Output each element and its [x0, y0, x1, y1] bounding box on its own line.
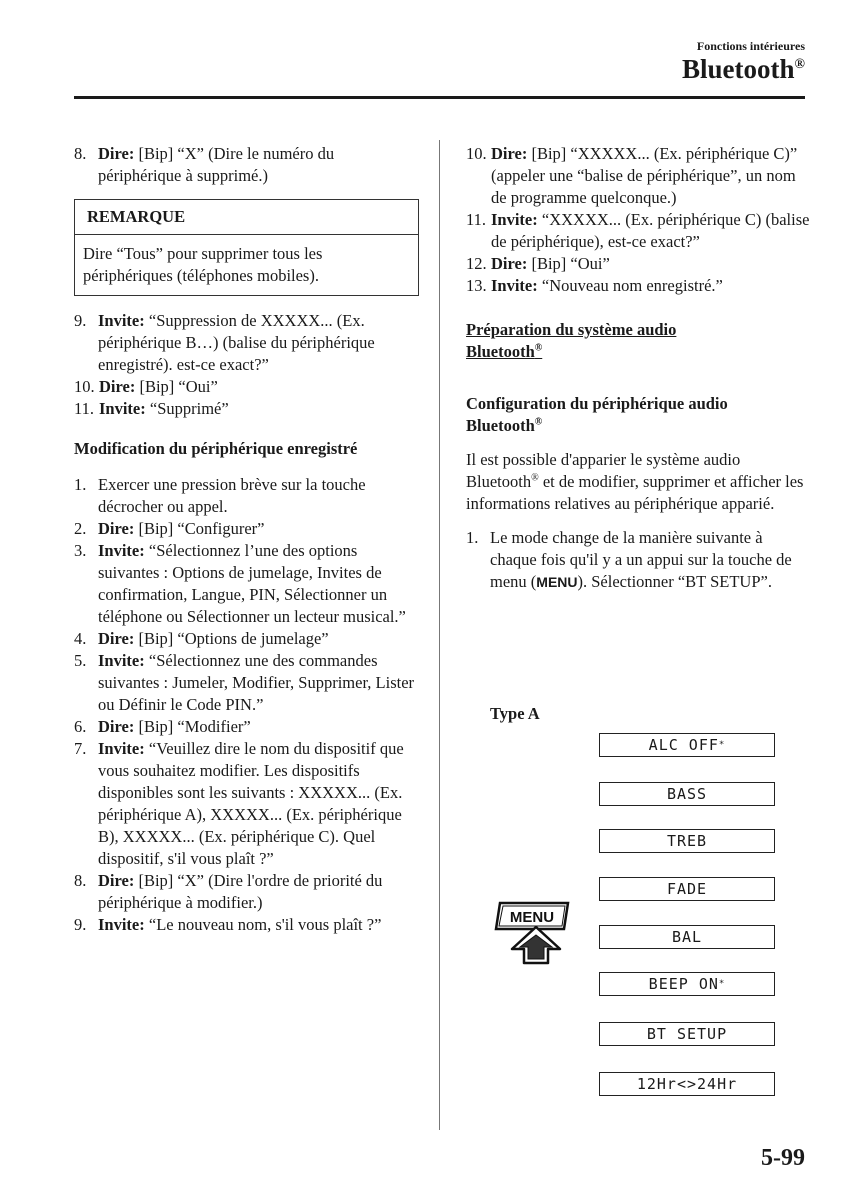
lcd-display: [599, 1022, 775, 1046]
item-content: “XXXXX... (Ex. périphérique C) (balise de périphérique), est-ce exact?”: [491, 210, 810, 251]
item-content: “Nouveau nom enregistré.”: [537, 276, 723, 295]
item-number: 11.: [74, 399, 95, 418]
item-text: [491, 275, 811, 297]
item-number: 11.: [466, 210, 487, 229]
item-text: [99, 376, 419, 398]
lcd-display: [599, 1072, 775, 1096]
item-text: [98, 870, 419, 914]
item-keyword: Dire:: [98, 717, 135, 736]
item-number: 13.: [466, 276, 487, 295]
item-text: [491, 253, 811, 275]
list-item: [74, 143, 419, 187]
item-keyword: Dire:: [99, 377, 136, 396]
item-number: 9.: [74, 311, 87, 330]
item-content: “Suppression de XXXXX... (Ex. périphérique B…) (balise du périphérique enregistré). est-ce exact?”: [98, 311, 375, 374]
list-item: [74, 628, 419, 650]
menu-button-label: MENU: [509, 909, 555, 926]
lcd-text: FADE: [666, 880, 708, 898]
note-text: Dire “Tous” pour supprimer tous les périphériques (téléphones mobiles).: [83, 244, 323, 285]
item-number: 4.: [74, 629, 87, 648]
item-keyword: Dire:: [98, 519, 135, 538]
item-text: [491, 143, 811, 209]
item-content: [Bip] “Modifier”: [134, 717, 251, 736]
item-number: 10.: [74, 377, 95, 396]
item-text: [98, 628, 419, 650]
item-content: [Bip] “XXXXX... (Ex. périphérique C)” (appeler une “balise de périphérique”, un nom de programme quelconque.): [491, 144, 798, 207]
menu-button-icon: [494, 897, 574, 977]
asterisk-mark: *: [718, 979, 726, 989]
item-number: 3.: [74, 541, 87, 560]
item-number: 9.: [74, 915, 87, 934]
right-column: [466, 143, 811, 593]
section-title: Fonctions intérieures: [696, 39, 805, 53]
item-keyword: Invite:: [98, 651, 145, 670]
item-keyword: Invite:: [491, 276, 538, 295]
item-number: 8.: [74, 144, 87, 163]
page-title-text: Bluetooth: [682, 54, 795, 84]
item-text: [491, 209, 811, 253]
list-right: [466, 143, 811, 297]
item-text: [98, 474, 419, 518]
item-content: “Sélectionnez une des commandes suivantes : Jumeler, Modifier, Supprimer, Lister ou Définir le Code PIN.”: [98, 651, 415, 714]
registered-mark: ®: [534, 342, 543, 354]
item-keyword: Invite:: [98, 311, 145, 330]
list-item: [74, 540, 419, 628]
item-keyword: Dire:: [491, 144, 528, 163]
step-text-b: ). Sélectionner “BT SETUP”.: [577, 572, 772, 591]
menu-key-label: MENU: [536, 574, 578, 590]
lcd-display: [599, 925, 775, 949]
item-number: 5.: [74, 651, 87, 670]
item-text: [490, 527, 811, 593]
item-keyword: Dire:: [98, 871, 135, 890]
item-content: “Veuillez dire le nom du dispositif que vous souhaitez modifier. Les dispositifs disponibles sont les suivants : XXXXX... (Ex. périphérique A), XXXXX... (Ex. périphérique B), XXXXX... (Ex. périphérique C). Quel dispositif, s'il vous plaît ?”: [98, 739, 404, 868]
asterisk-mark: *: [718, 740, 726, 750]
item-text: [98, 738, 419, 870]
item-content: “Le nouveau nom, s'il vous plaît ?”: [144, 915, 382, 934]
item-text: [98, 914, 419, 936]
config-heading-line2: Bluetooth: [466, 416, 535, 435]
config-heading-line1: Configuration du périphérique audio: [466, 394, 728, 413]
item-number: 2.: [74, 519, 87, 538]
item-content: [Bip] “Options de jumelage”: [134, 629, 329, 648]
list-item: [74, 310, 419, 376]
item-number: 6.: [74, 717, 87, 736]
lcd-text: 12Hr<>24Hr: [636, 1075, 738, 1093]
note-title: REMARQUE: [75, 200, 418, 235]
header-rule: [74, 96, 805, 99]
list-item: [74, 398, 419, 420]
lcd-display: [599, 733, 775, 757]
item-keyword: Invite:: [99, 399, 146, 418]
item-number: 1.: [74, 475, 87, 494]
item-keyword: Dire:: [98, 629, 135, 648]
page-title: [682, 54, 805, 85]
list-item: [74, 650, 419, 716]
step-text-a: Le mode change de la manière suivante à chaque fois qu'il y a un appui sur la touche de menu (: [490, 528, 792, 591]
lcd-display: [599, 829, 775, 853]
menu-button: [494, 897, 574, 977]
item-text: [98, 540, 419, 628]
lcd-text: BEEP ON: [648, 975, 719, 993]
list-item: [74, 518, 419, 540]
lcd-text: ALC OFF: [648, 736, 719, 754]
item-text: [98, 716, 419, 738]
column-divider: [439, 140, 440, 1130]
item-text: [98, 310, 419, 376]
lcd-text: TREB: [666, 832, 708, 850]
item-number: 12.: [466, 254, 487, 273]
link-heading[interactable]: [466, 319, 811, 363]
item-content: [Bip] “Oui”: [135, 377, 218, 396]
intro-text-2: et de modifier, supprimer et afficher les informations relatives au périphérique apparié.: [466, 472, 804, 513]
lcd-text: BASS: [666, 785, 708, 803]
link-heading-line2[interactable]: Bluetooth: [466, 342, 535, 361]
registered-mark: ®: [534, 416, 543, 428]
list-item: [74, 738, 419, 870]
item-keyword: Invite:: [98, 541, 145, 560]
list-item: [74, 914, 419, 936]
lcd-text: BAL: [671, 928, 703, 946]
item-keyword: Invite:: [491, 210, 538, 229]
page-number: 5-99: [761, 1145, 805, 1171]
item-keyword: Dire:: [98, 144, 135, 163]
item-number: 1.: [466, 528, 479, 547]
item-content: “Supprimé”: [145, 399, 229, 418]
item-keyword: Invite:: [98, 739, 145, 758]
left-column: [74, 143, 419, 936]
item-content: [Bip] “X” (Dire l'ordre de priorité du périphérique à modifier.): [98, 871, 383, 912]
note-box: [74, 199, 419, 296]
config-heading: [466, 393, 811, 437]
item-content: “Sélectionnez l’une des options suivantes : Options de jumelage, Invites de confirmation, Langue, PIN, Sélectionner un téléphone ou Sélectionner un lecteur musical.”: [98, 541, 406, 626]
list-item: [466, 253, 811, 275]
item-number: 8.: [74, 871, 87, 890]
lcd-display: [599, 782, 775, 806]
list-item: [466, 143, 811, 209]
intro-paragraph: [466, 449, 811, 515]
item-text: [98, 143, 419, 187]
item-keyword: Dire:: [491, 254, 528, 273]
intro-text-1: Il est possible d'apparier le système audio Bluetooth: [466, 450, 741, 491]
link-heading-line1[interactable]: Préparation du système audio: [466, 320, 677, 339]
lcd-display: [599, 877, 775, 901]
type-label: Type A: [490, 704, 540, 723]
item-keyword: Invite:: [98, 915, 145, 934]
registered-mark: ®: [531, 472, 539, 484]
list-item: [466, 527, 811, 593]
lcd-display: [599, 972, 775, 996]
section-heading: Modification du périphérique enregistré: [74, 439, 358, 458]
list-item: [74, 716, 419, 738]
list-item: [466, 275, 811, 297]
item-content: [Bip] “Configurer”: [134, 519, 265, 538]
item-text: [99, 398, 419, 420]
item-number: 7.: [74, 739, 87, 758]
item-number: 10.: [466, 144, 487, 163]
lcd-text: BT SETUP: [646, 1025, 728, 1043]
item-content: [Bip] “X” (Dire le numéro du périphérique à supprimé.): [98, 144, 335, 185]
item-content: Exercer une pression brève sur la touche décrocher ou appel.: [98, 475, 366, 516]
list-item: [74, 474, 419, 518]
item-text: [98, 518, 419, 540]
item-content: [Bip] “Oui”: [527, 254, 610, 273]
registered-mark: ®: [794, 57, 805, 72]
list-item: [74, 870, 419, 914]
list-item: [466, 209, 811, 253]
item-text: [98, 650, 419, 716]
list-item: [74, 376, 419, 398]
list-b: [74, 474, 419, 936]
list-a: [74, 310, 419, 420]
